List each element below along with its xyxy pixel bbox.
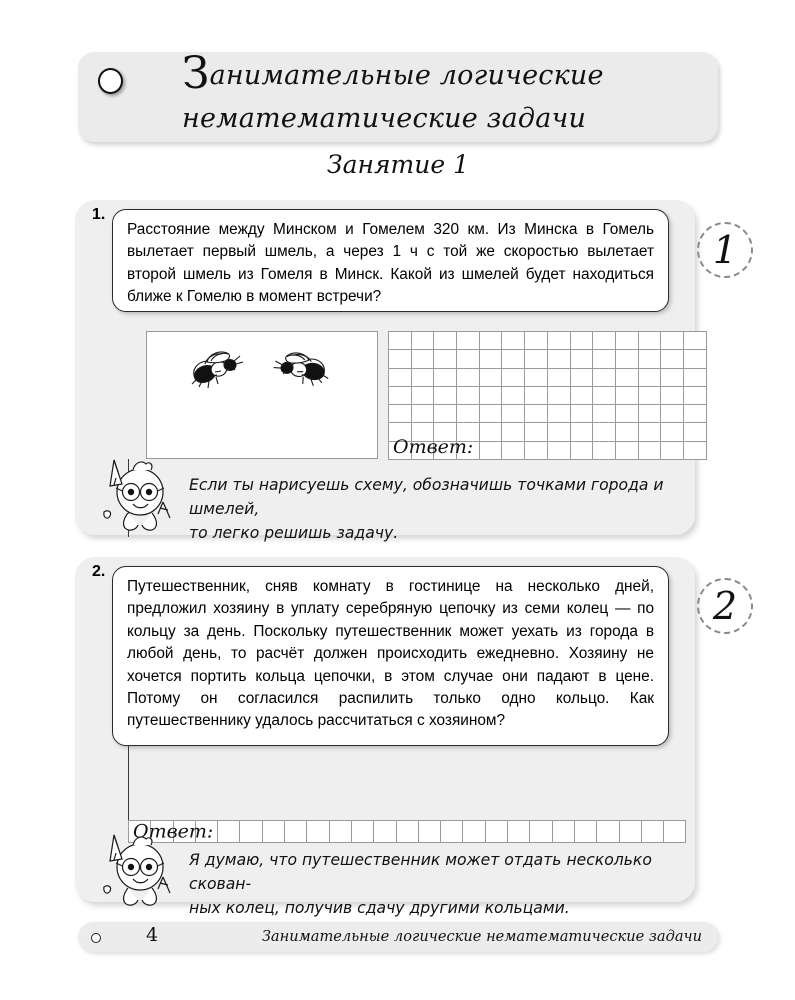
- punch-hole-icon: [98, 68, 123, 94]
- grid-cell[interactable]: [593, 442, 616, 460]
- grid-cell[interactable]: [530, 821, 552, 843]
- problem-text-bubble-2: [112, 566, 669, 746]
- grid-cell[interactable]: [463, 821, 485, 843]
- answer-grid-2[interactable]: [128, 820, 686, 843]
- problem-statement-1: Расстояние между Минском и Гомелем 320 км. Из Минска в Гомель вылетает первый шмель, а через 1 ч с той же скоростью вылетает второй шмель из Гомеля в Минск. Какой из шмелей будет находиться ближе к Гомелю в момент встречи?: [127, 221, 654, 306]
- grid-cell[interactable]: [285, 821, 307, 843]
- title-dropcap: З: [182, 48, 210, 99]
- grid-cell[interactable]: [434, 387, 457, 405]
- header-bar: [78, 48, 718, 142]
- grid-cell[interactable]: [419, 821, 441, 843]
- grid-cell[interactable]: [661, 387, 684, 405]
- grid-cell[interactable]: [571, 423, 594, 441]
- grid-cell[interactable]: [486, 821, 508, 843]
- grid-cell[interactable]: [597, 821, 619, 843]
- grid-cell[interactable]: [593, 387, 616, 405]
- grid-cell[interactable]: [389, 442, 412, 460]
- grid-cell[interactable]: [525, 350, 548, 368]
- grid-cell[interactable]: [548, 442, 571, 460]
- grid-row: [389, 442, 707, 460]
- grid-cell[interactable]: [502, 442, 525, 460]
- grid-cell[interactable]: [307, 821, 329, 843]
- problem-number-2: 2.: [92, 563, 106, 580]
- page-number: 4: [146, 924, 159, 946]
- grid-cell[interactable]: [684, 369, 707, 387]
- grid-cell[interactable]: [593, 350, 616, 368]
- grid-cell[interactable]: [480, 350, 503, 368]
- grid-cell[interactable]: [684, 332, 707, 350]
- grid-cell[interactable]: [412, 442, 435, 460]
- grid-cell[interactable]: [412, 405, 435, 423]
- grid-cell[interactable]: [661, 369, 684, 387]
- grid-cell[interactable]: [684, 405, 707, 423]
- grid-cell[interactable]: [684, 423, 707, 441]
- grid-cell[interactable]: [525, 442, 548, 460]
- grid-cell[interactable]: [661, 350, 684, 368]
- hint-line-1a: Если ты нарисуешь схему, обозначишь точками города и шмелей,: [189, 476, 664, 518]
- mascot-character-icon: [100, 452, 178, 536]
- grid-cell[interactable]: [389, 332, 412, 350]
- grid-cell[interactable]: [571, 332, 594, 350]
- grid-cell[interactable]: [480, 405, 503, 423]
- grid-cell[interactable]: [571, 387, 594, 405]
- page-title: [182, 48, 702, 140]
- answer-grid-1[interactable]: [388, 331, 707, 460]
- grid-cell[interactable]: [661, 405, 684, 423]
- grid-row: [389, 332, 707, 350]
- grid-cell[interactable]: [441, 821, 463, 843]
- problem-statement-2: Путешественник, сняв комнату в гостинице на несколько дней, предложил хозяину в уплату серебряную цепочку из семи колец — по кольцу за день. Поскольку путешественник может уехать из города в любой день, то расчёт должен происходить ежедневно. Хозяину не хочется портить кольца цепочки, в этом случае они падают в цене. Потому он согласился распилить только одно кольцо. Как путешественнику удалось рассчитаться с хозяином?: [127, 578, 654, 730]
- grid-cell[interactable]: [639, 332, 662, 350]
- grid-cell[interactable]: [263, 821, 285, 843]
- grid-cell[interactable]: [548, 387, 571, 405]
- grid-cell[interactable]: [616, 423, 639, 441]
- grid-cell[interactable]: [639, 442, 662, 460]
- problem-badge-2: 2: [697, 578, 753, 634]
- grid-cell[interactable]: [525, 332, 548, 350]
- grid-cell[interactable]: [434, 332, 457, 350]
- grid-cell[interactable]: [240, 821, 262, 843]
- grid-cell[interactable]: [593, 405, 616, 423]
- grid-cell[interactable]: [571, 442, 594, 460]
- grid-cell[interactable]: [434, 405, 457, 423]
- grid-cell[interactable]: [374, 821, 396, 843]
- grid-cell[interactable]: [412, 350, 435, 368]
- hint-line-1b: то легко решишь задачу.: [189, 524, 399, 542]
- grid-cell[interactable]: [502, 387, 525, 405]
- grid-cell[interactable]: [553, 821, 575, 843]
- grid-cell[interactable]: [639, 423, 662, 441]
- hint-line-2b: ных колец, получив сдачу другими кольцами.: [189, 899, 570, 917]
- grid-cell[interactable]: [218, 821, 240, 843]
- grid-cell[interactable]: [548, 405, 571, 423]
- grid-cell[interactable]: [457, 442, 480, 460]
- grid-cell[interactable]: [502, 332, 525, 350]
- title-line-2: нематематические задачи: [182, 103, 587, 134]
- grid-row: [389, 350, 707, 368]
- footer-bar: [78, 922, 718, 952]
- grid-cell[interactable]: [457, 405, 480, 423]
- grid-cell[interactable]: [412, 387, 435, 405]
- problem-badge-1: 1: [697, 222, 753, 278]
- grid-cell[interactable]: [502, 350, 525, 368]
- grid-cell[interactable]: [661, 423, 684, 441]
- grid-cell[interactable]: [525, 369, 548, 387]
- grid-cell[interactable]: [434, 442, 457, 460]
- hint-text-2: [189, 848, 679, 920]
- grid-cell[interactable]: [661, 442, 684, 460]
- grid-cell[interactable]: [620, 821, 642, 843]
- grid-cell[interactable]: [571, 405, 594, 423]
- grid-cell[interactable]: [616, 387, 639, 405]
- grid-cell[interactable]: [434, 423, 457, 441]
- grid-cell[interactable]: [639, 405, 662, 423]
- grid-cell[interactable]: [412, 369, 435, 387]
- grid-cell[interactable]: [684, 350, 707, 368]
- grid-row: [389, 369, 707, 387]
- grid-cell[interactable]: [352, 821, 374, 843]
- grid-cell[interactable]: [502, 369, 525, 387]
- grid-cell[interactable]: [593, 369, 616, 387]
- problem-text-bubble-1: [112, 209, 669, 312]
- hint-text-1: [189, 473, 679, 545]
- grid-cell[interactable]: [502, 405, 525, 423]
- answer-label-1: Ответ:: [393, 436, 474, 459]
- punch-hole-icon: [91, 933, 101, 943]
- hint-line-2a: Я думаю, что путешественник может отдать несколько скован-: [189, 851, 652, 893]
- grid-cell[interactable]: [616, 442, 639, 460]
- grid-cell[interactable]: [616, 369, 639, 387]
- grid-cell[interactable]: [593, 332, 616, 350]
- grid-cell[interactable]: [548, 423, 571, 441]
- grid-cell[interactable]: [642, 821, 664, 843]
- grid-row: [389, 423, 707, 441]
- grid-cell[interactable]: [548, 350, 571, 368]
- grid-cell[interactable]: [639, 350, 662, 368]
- grid-cell[interactable]: [397, 821, 419, 843]
- lesson-title: Занятие 1: [327, 150, 469, 179]
- answer-label-2: Ответ:: [133, 820, 214, 843]
- bumblebee-right-icon: [265, 342, 337, 400]
- grid-cell[interactable]: [571, 350, 594, 368]
- title-line-1: анимательные логические: [209, 60, 604, 91]
- grid-cell[interactable]: [389, 350, 412, 368]
- grid-cell[interactable]: [616, 332, 639, 350]
- grid-cell[interactable]: [196, 821, 218, 843]
- bumblebee-left-icon: [185, 348, 249, 394]
- panel-divider-line-2: [128, 745, 129, 823]
- grid-cell[interactable]: [575, 821, 597, 843]
- grid-cell[interactable]: [389, 369, 412, 387]
- grid-cell[interactable]: [434, 369, 457, 387]
- grid-cell[interactable]: [571, 369, 594, 387]
- grid-cell[interactable]: [525, 423, 548, 441]
- mascot-character-icon: [100, 827, 178, 911]
- footer-title: Занимательные логические нематематические задачи: [261, 928, 702, 945]
- grid-cell[interactable]: [616, 405, 639, 423]
- grid-cell[interactable]: [502, 423, 525, 441]
- grid-cell[interactable]: [525, 405, 548, 423]
- grid-cell[interactable]: [457, 332, 480, 350]
- grid-cell[interactable]: [480, 442, 503, 460]
- grid-cell[interactable]: [508, 821, 530, 843]
- grid-cell[interactable]: [457, 369, 480, 387]
- grid-cell[interactable]: [457, 423, 480, 441]
- grid-cell[interactable]: [480, 369, 503, 387]
- grid-cell[interactable]: [389, 423, 412, 441]
- grid-cell[interactable]: [639, 369, 662, 387]
- grid-cell[interactable]: [412, 332, 435, 350]
- grid-cell[interactable]: [480, 423, 503, 441]
- grid-cell[interactable]: [389, 405, 412, 423]
- grid-cell[interactable]: [684, 387, 707, 405]
- grid-cell[interactable]: [330, 821, 352, 843]
- grid-cell[interactable]: [457, 350, 480, 368]
- grid-cell[interactable]: [664, 821, 686, 843]
- grid-cell[interactable]: [661, 332, 684, 350]
- grid-cell[interactable]: [639, 387, 662, 405]
- grid-cell[interactable]: [412, 423, 435, 441]
- grid-cell[interactable]: [684, 442, 707, 460]
- grid-cell[interactable]: [480, 332, 503, 350]
- grid-cell[interactable]: [457, 387, 480, 405]
- grid-row: [389, 387, 707, 405]
- grid-cell[interactable]: [548, 332, 571, 350]
- grid-cell[interactable]: [525, 387, 548, 405]
- problem-number-1: 1.: [92, 206, 106, 223]
- grid-row: [129, 821, 686, 843]
- grid-cell[interactable]: [593, 423, 616, 441]
- grid-cell[interactable]: [616, 350, 639, 368]
- grid-cell[interactable]: [548, 369, 571, 387]
- grid-row: [389, 405, 707, 423]
- grid-cell[interactable]: [389, 387, 412, 405]
- illustration-box-1: [146, 331, 378, 459]
- grid-cell[interactable]: [480, 387, 503, 405]
- grid-cell[interactable]: [434, 350, 457, 368]
